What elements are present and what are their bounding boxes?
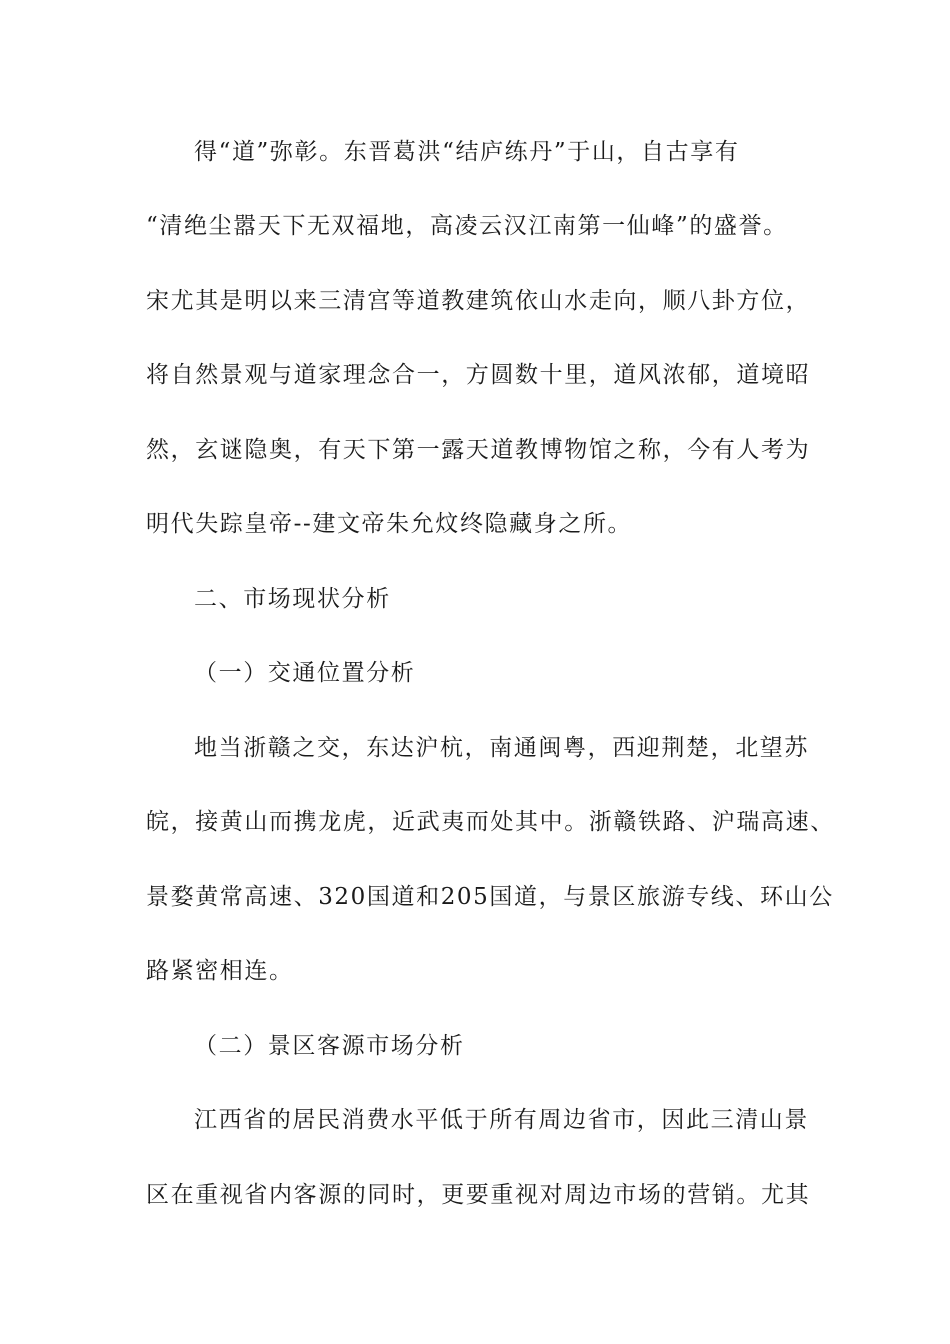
paragraph-line: 明代失踪皇帝--建文帝朱允炆终隐藏身之所。 (146, 511, 633, 537)
paragraph-line: 得“道”弥彰。东晋葛洪“结庐练丹”于山，自古享有 (194, 139, 740, 165)
subsection-heading: （一）交通位置分析 (194, 660, 416, 686)
section-heading: 二、市场现状分析 (194, 586, 391, 612)
subsection-heading: （二）景区客源市场分析 (194, 1033, 465, 1059)
paragraph-line: 皖，接黄山而携龙虎，近武夷而处其中。浙赣铁路、沪瑞高速、 (146, 809, 835, 835)
paragraph-line: 然，玄谜隐奥，有天下第一露天道教博物馆之称，今有人考为 (146, 437, 811, 463)
paragraph-line: 地当浙赣之交，东达沪杭，南通闽粤，西迎荆楚，北望苏 (194, 735, 809, 761)
paragraph-line: 将自然景观与道家理念合一，方圆数十里，道风浓郁，道境昭 (146, 362, 811, 388)
paragraph-line: 路紧密相连。 (146, 958, 294, 984)
paragraph-line: “清绝尘嚣天下无双福地，高凌云汉江南第一仙峰”的盛誉。 (146, 213, 788, 239)
paragraph-line: 景婺黄常高速、320国道和205国道，与景区旅游专线、环山公 (146, 884, 834, 910)
paragraph-line: 江西省的居民消费水平低于所有周边省市，因此三清山景 (194, 1107, 809, 1133)
paragraph-line: 区在重视省内客源的同时，更要重视对周边市场的营销。尤其 (146, 1182, 811, 1208)
paragraph-line: 宋尤其是明以来三清宫等道教建筑依山水走向，顺八卦方位， (146, 288, 811, 314)
